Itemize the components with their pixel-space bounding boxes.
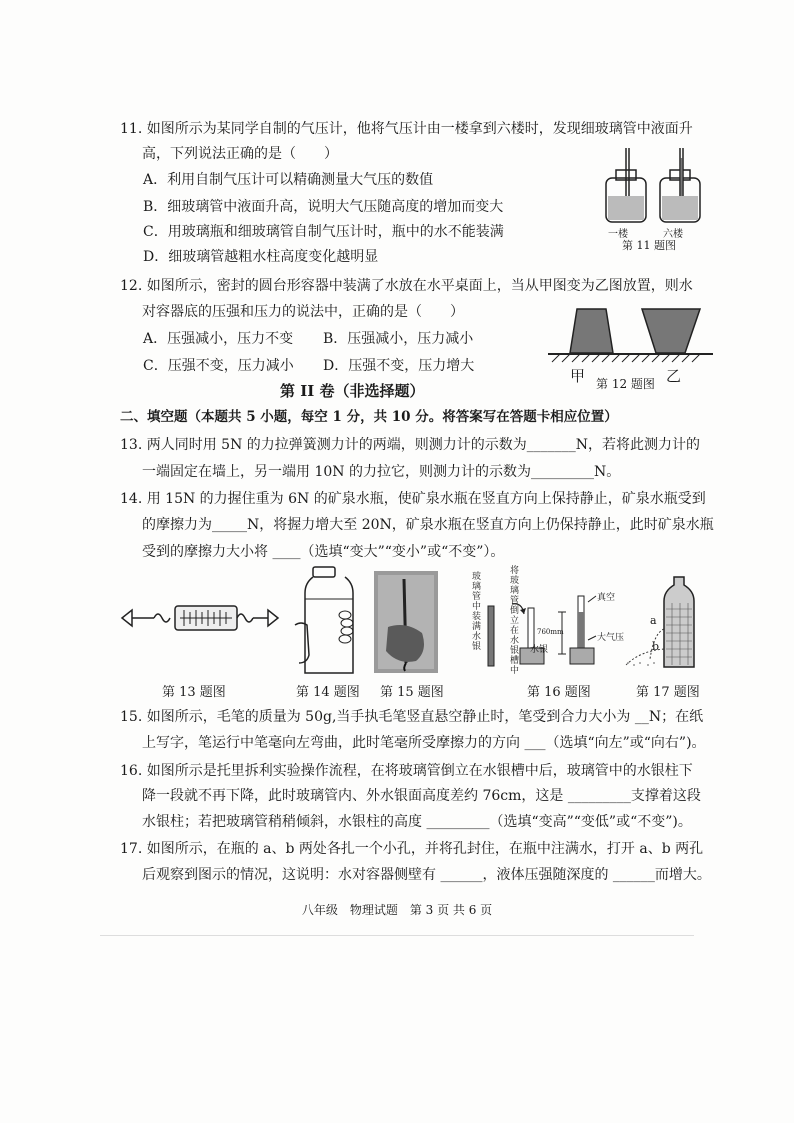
q13-line1: 13. 两人同时用 5N 的力拉弹簧测力计的两端，则测力计的示数为_______N，若将此测力计的 <box>120 437 701 453</box>
q16-line2: 降一段就不再下降，此时玻璃管内、外水银面高度差约 76cm，这是 _________支撑着这段 <box>142 788 701 804</box>
q11-option-c: C．用玻璃瓶和细玻璃管自制气压计时，瓶中的水不能装满 <box>143 224 504 240</box>
q17-hole-label-b: b <box>652 640 660 653</box>
q15-figure-caption: 第 15 题图 <box>380 685 444 700</box>
page-footer: 八年级 物理试题 第 3 页 共 6 页 <box>301 903 493 917</box>
q11-barometer-figure <box>600 148 710 228</box>
q11-figure-caption: 第 11 题图 <box>622 239 676 252</box>
q11-stem-line1: 11. 如图所示为某同学自制的气压计，他将气压计由一楼拿到六楼时，发现细玻璃管中液面升 <box>120 121 693 137</box>
q13-figure-caption: 第 13 题图 <box>162 685 226 700</box>
q12-option-c: C．压强不变，压力减小 <box>143 358 294 374</box>
section-heading: 二、填空题（本题共 5 小题，每空 1 分，共 10 分。将答案写在答题卡相应位置） <box>120 409 618 425</box>
q12-option-b: B．压强减小，压力减小 <box>323 331 474 347</box>
q11-stem-line2: 高，下列说法正确的是（ ） <box>142 146 338 162</box>
q12-option-d: D．压强不变，压力增大 <box>323 358 475 374</box>
q16-figure-caption: 第 16 题图 <box>527 685 591 700</box>
q11-option-b: B．细玻璃管中液面升高，说明大气压随高度的增加而变大 <box>143 199 504 215</box>
q16-torricelli-figure <box>460 566 615 678</box>
q11-label-first-floor: 一楼 <box>608 229 628 240</box>
q12-option-a: A．压强减小，压力不变 <box>143 331 294 347</box>
q12-label-jia: 甲 <box>570 367 586 385</box>
q13-spring-scale-figure <box>120 598 280 638</box>
q15-line2: 上写字，笔运行中笔毫向左弯曲，此时笔毫所受摩擦力的方向 ___（选填“向左”或“向右”)。 <box>142 735 706 751</box>
q14-line2: 的摩擦力为_____N，将握力增大至 20N，矿泉水瓶在竖直方向上仍保持静止，此时矿泉水瓶 <box>142 517 714 533</box>
q16-label-vacuum: 真空 <box>597 593 616 603</box>
q17-figure-caption: 第 17 题图 <box>636 685 700 700</box>
q14-line1: 14. 用 15N 的力握住重为 6N 的矿泉水瓶，使矿泉水瓶在竖直方向上保持静止，矿泉水瓶受到 <box>120 491 706 507</box>
q17-line2: 后观察到图示的情况，这说明：水对容器侧壁有 ______，液体压强随深度的 ______而增大。 <box>142 867 711 883</box>
q16-line3: 水银柱；若把玻璃管稍稍倾斜，水银柱的高度 _________（选填“变高”“变低”或“不变”)。 <box>142 814 692 830</box>
q15-line1: 15. 如图所示，毛笔的质量为 50g,当手执毛笔竖直悬空静止时，笔受到合力大小为 __N；在纸 <box>120 709 704 725</box>
q17-hole-label-a: a <box>650 614 657 627</box>
q14-bottle-in-hand-figure <box>295 565 365 677</box>
q12-stem-line1: 12. 如图所示，密封的圆台形容器中装满了水放在水平桌面上，当从甲图变为乙图放置，则水 <box>120 278 693 294</box>
section-title: 第 II 卷（非选择题） <box>280 382 425 400</box>
q13-line2: 一端固定在墙上，另一端用 10N 的力拉它，则测力计的示数为_________N。 <box>142 464 621 480</box>
page-edge-divider <box>100 935 694 936</box>
q12-figure-caption: 第 12 题图 <box>596 377 655 391</box>
q16-label-760mm: 760mm <box>537 628 564 636</box>
frustum-inverted <box>642 309 700 353</box>
q11-option-d: D．细玻璃管越粗水柱高度变化越明显 <box>143 249 379 265</box>
q11-label-sixth-floor: 六楼 <box>663 229 683 240</box>
q15-brush-photo-figure <box>374 571 438 673</box>
q16-vertical-label-1: 玻璃管中装满水银 <box>472 572 482 652</box>
q12-frustum-figure <box>548 305 713 365</box>
q14-line3: 受到的摩擦力大小将 ____（选填“变大”“变小”或“不变”）。 <box>142 544 505 560</box>
q11-option-a: A．利用自制气压计可以精确测量大气压的数值 <box>143 172 434 188</box>
q16-label-mercury: 水银 <box>530 645 549 655</box>
q17-line1: 17. 如图所示，在瓶的 a、b 两处各扎一个小孔，并将孔封住，在瓶中注满水，打开 a、b 两孔 <box>120 841 704 857</box>
frustum-upright <box>570 309 613 353</box>
q16-vertical-label-2: 将玻璃管倒立在水银槽中 <box>510 566 520 676</box>
q16-label-atmosphere: 大气压 <box>597 633 625 643</box>
q14-figure-caption: 第 14 题图 <box>296 685 360 700</box>
q16-line1: 16. 如图所示是托里拆利实验操作流程，在将玻璃管倒立在水银槽中后，玻璃管中的水银柱下 <box>120 763 693 779</box>
q12-label-yi: 乙 <box>666 367 682 385</box>
q17-bottle-holes-figure <box>620 575 700 670</box>
q12-stem-line2: 对容器底的压强和压力的说法中，正确的是（ ） <box>142 304 464 320</box>
